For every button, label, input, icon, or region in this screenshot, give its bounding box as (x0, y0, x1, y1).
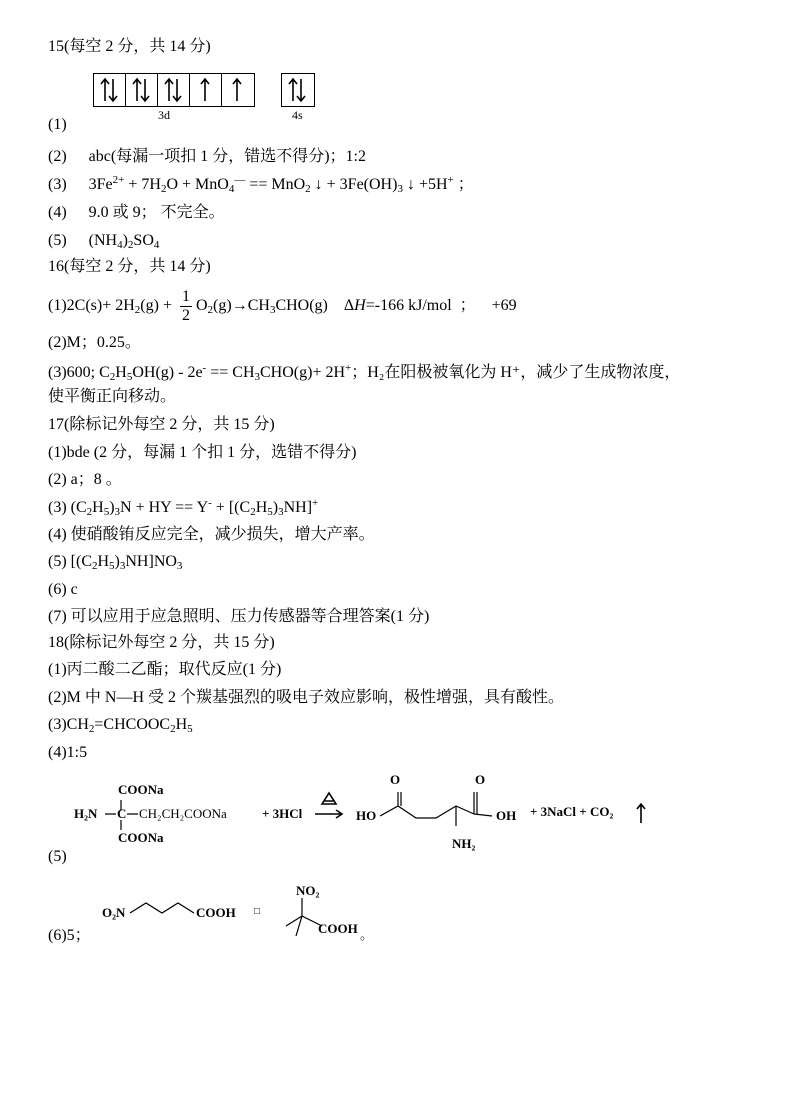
reactant-carbon: C (117, 806, 127, 821)
reactant-coona-bottom: COONa (118, 830, 164, 845)
q15-part2: (2) abc(每漏一项扣 1 分，错选不得分)；1:2 (48, 148, 366, 165)
q16-part3: (3)600; $C_2H_5OH(g) - 2e^- == CH_3CHO(g)+ 2H^+$；H₂在阳极被氧化为 H⁺，减少了生成物浓度， (48, 362, 681, 383)
heat-arrow-icon (314, 790, 344, 824)
arrow-updown-icon (94, 74, 124, 104)
products-byproducts: + 3NaCl + CO₂ (530, 804, 614, 819)
arrow-up-icon (222, 74, 252, 104)
q16-part3-cont: 使平衡正向移动。 (48, 388, 177, 405)
q16-part1: $(1)2C(s)+ 2H_2(g)$ + $\frac{1}{2}$ $O_2(g)\to CH_3CHO(g)$ ΔH=-166 kJ/mol ； +69 (48, 288, 517, 324)
orbital-label-4s: 4s (292, 108, 303, 122)
q17-part3: (3) $(C_2H_5)_3N$ + HY == $Y^- + [(C_2H_5)_3NH]^+$ (48, 497, 319, 518)
product-ho: HO (356, 808, 377, 823)
orbital-cell-updown (126, 74, 158, 106)
orbital-cell-up (190, 74, 222, 106)
orbital-3d-box (93, 73, 255, 107)
arrow-up-icon (190, 74, 220, 104)
separator-box: □ (254, 906, 261, 917)
q15-part5: (5) $(NH_4)_2SO_4$ (48, 232, 160, 251)
q16-part2: (2)M；0.25。 (48, 334, 141, 351)
reactant-chain: CH₂CH₂COONa (139, 806, 227, 821)
q15-part1: (1) (48, 116, 67, 133)
q15-part4: (4) 9.0 或 9； 不完全。 (48, 204, 225, 221)
q15-title: 15(每空 2 分，共 14 分) (48, 38, 211, 55)
reactant-h2n: H₂N (74, 806, 98, 821)
product-oh: OH (496, 808, 517, 823)
q18-part5: (5) (48, 848, 67, 865)
q17-title: 17(除标记外每空 2 分，共 15 分) (48, 416, 275, 433)
q17-part7: (7) 可以应用于应急照明、压力传感器等合理答案(1 分) (48, 608, 430, 625)
q15-part3: (3) $3Fe^{2+} + 7H_2O + MnO_4^— == MnO_2$ ↓ + $3Fe(OH)_3$ ↓ +5H+ ； (48, 174, 474, 195)
q17-part2: (2) a；8 。 (48, 471, 122, 488)
orbital-4s-box (281, 73, 315, 107)
q18-part4: (4)1:5 (48, 744, 88, 761)
reagent-hcl: + 3HCl (262, 806, 303, 821)
gas-up-arrow-icon (634, 802, 648, 824)
arrow-updown-icon (126, 74, 156, 104)
isomer-end-mark: 。 (360, 927, 374, 942)
isomer2-no2: NO₂ (296, 883, 320, 898)
orbital-cell-updown (94, 74, 126, 106)
orbital-cell-updown (158, 74, 190, 106)
q18-part6: (6)5； (48, 927, 91, 944)
arrow-updown-icon (282, 74, 312, 104)
product-o1: O (390, 772, 401, 787)
product-nh2: NH₂ (452, 836, 476, 851)
isomer1-o2n: O₂N (102, 905, 126, 920)
q18-part2: (2)M 中 N—H 受 2 个羰基强烈的吸电子效应影响，极性增强，具有酸性。 (48, 689, 564, 706)
product-o2: O (475, 772, 486, 787)
orbital-label-3d: 3d (158, 108, 170, 122)
isomer1-chain (128, 897, 200, 925)
reactant-coona-top: COONa (118, 782, 164, 797)
q18-part1: (1)丙二酸二乙酯；取代反应(1 分) (48, 661, 282, 678)
q17-part5: (5) $[(C_2H_5)_3NH]NO_3$ (48, 553, 183, 572)
arrow-updown-icon (158, 74, 188, 104)
q17-part6: (6) c (48, 581, 78, 598)
q17-part4: (4) 使硝酸铕反应完全，减少损失，增大产率。 (48, 526, 375, 543)
glutamic-acid-skeleton (370, 786, 510, 842)
q18-part3: $(3)CH_2=CHCOOC_2H_5$ (48, 716, 193, 735)
orbital-cell-updown (282, 74, 314, 106)
isomer2-skeleton (274, 896, 324, 940)
q16-title: 16(每空 2 分，共 14 分) (48, 258, 211, 275)
orbital-cell-up (222, 74, 254, 106)
isomer1-cooh: COOH (196, 905, 236, 920)
reactant-bonds (100, 796, 140, 836)
q17-part1: (1)bde (2 分，每漏 1 个扣 1 分，选错不得分) (48, 444, 357, 461)
q18-title: 18(除标记外每空 2 分，共 15 分) (48, 634, 275, 651)
isomer2-cooh: COOH (318, 921, 358, 936)
